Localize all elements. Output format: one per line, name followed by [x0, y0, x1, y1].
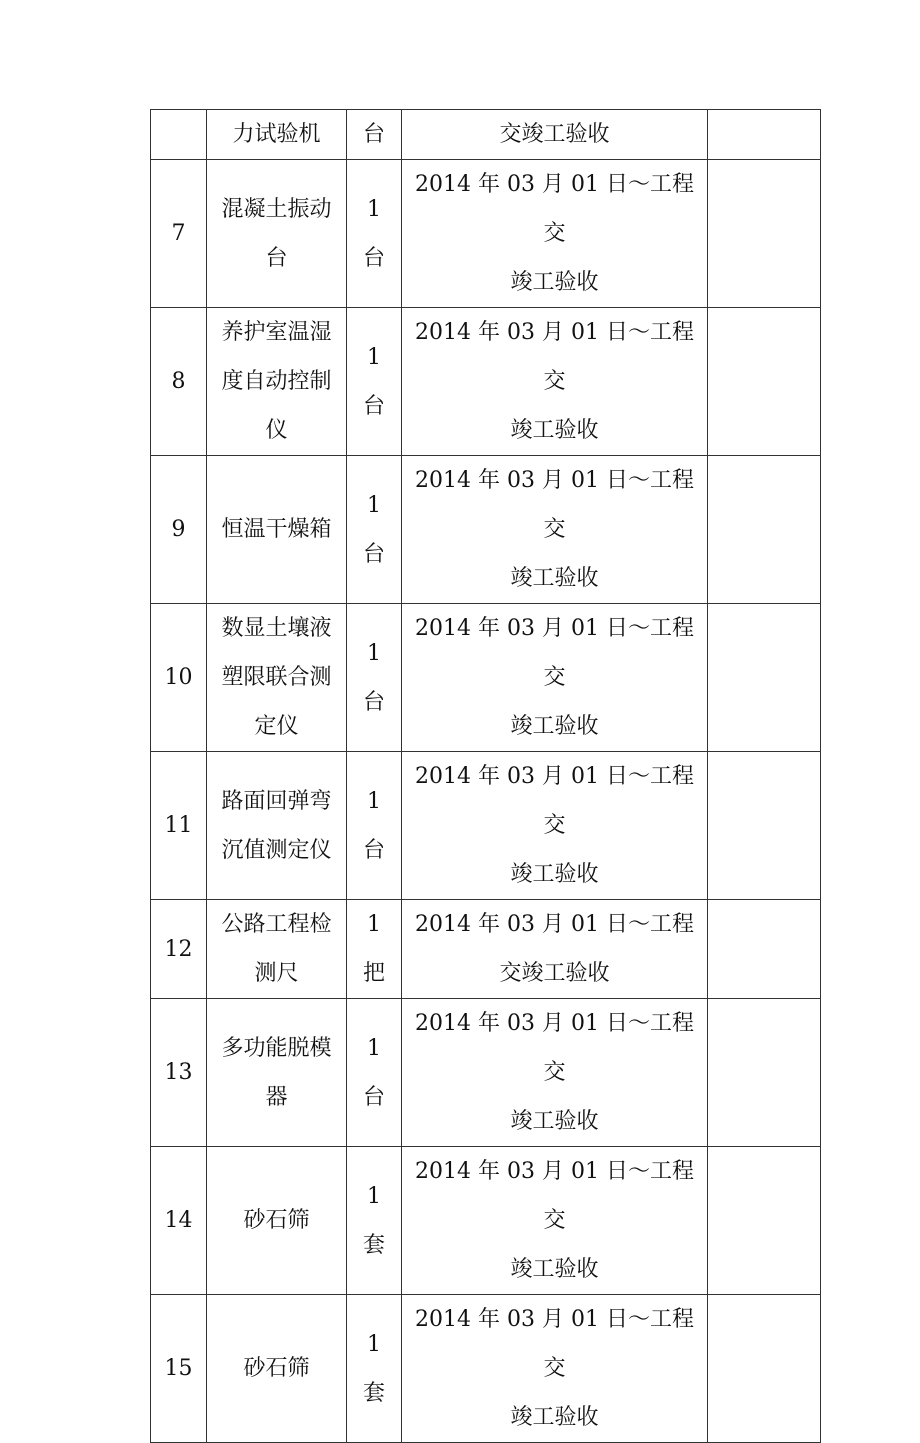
table-row	[151, 900, 821, 999]
name-line: 沉值测定仪	[221, 837, 332, 863]
cell-note	[708, 110, 821, 160]
cell-note	[708, 752, 821, 900]
cell-no: 11	[151, 752, 207, 900]
cell-name	[207, 1295, 347, 1443]
date-line: 竣工验收	[510, 1257, 599, 1282]
name-line: 路面回弹弯	[221, 788, 332, 814]
cell-name	[207, 160, 347, 308]
date-line: 2014 年 03 月 01 日～工程交	[415, 1159, 694, 1233]
name-line: 砂石筛	[243, 1208, 310, 1233]
cell-qty	[347, 308, 402, 456]
cell-qty	[347, 999, 402, 1147]
qty-unit: 台	[362, 245, 385, 271]
cell-no: 14	[151, 1147, 207, 1295]
cell-date	[402, 604, 708, 752]
cell-date	[402, 308, 708, 456]
cell-name	[207, 900, 347, 999]
cell-note	[708, 604, 821, 752]
cell-name	[207, 1147, 347, 1295]
qty-value: 1	[367, 1331, 381, 1357]
cell-date	[402, 160, 708, 308]
name-line: 器	[265, 1084, 288, 1110]
cell-date	[402, 1295, 708, 1443]
qty-value: 1	[367, 912, 381, 937]
qty-unit: 台	[362, 393, 385, 419]
cell-name	[207, 752, 347, 900]
cell-no: 15	[151, 1295, 207, 1443]
cell-no	[151, 110, 207, 160]
name-line: 砂石筛	[243, 1356, 310, 1381]
table-row	[151, 752, 821, 900]
qty-value: 1	[367, 1035, 381, 1061]
table-row	[151, 999, 821, 1147]
cell-no: 13	[151, 999, 207, 1147]
name-line: 塑限联合测	[221, 665, 332, 690]
date-line: 2014 年 03 月 01 日～工程	[415, 912, 694, 937]
cell-name	[207, 456, 347, 604]
date-line: 竣工验收	[510, 418, 599, 443]
date-line: 竣工验收	[510, 714, 599, 739]
table-row	[151, 308, 821, 456]
qty-unit: 把	[362, 961, 385, 986]
date-line: 2014 年 03 月 01 日～工程交	[415, 1307, 694, 1381]
cell-qty	[347, 752, 402, 900]
cell-note	[708, 900, 821, 999]
cell-name: 力试验机	[207, 110, 347, 160]
cell-qty	[347, 1295, 402, 1443]
cell-qty	[347, 900, 402, 999]
qty-unit: 台	[362, 689, 385, 715]
qty-value: 1	[367, 344, 381, 370]
cell-note	[708, 999, 821, 1147]
cell-qty: 台	[347, 110, 402, 160]
date-line: 2014 年 03 月 01 日～工程交	[415, 320, 694, 394]
name-line: 多功能脱模	[221, 1035, 332, 1061]
date-line: 2014 年 03 月 01 日～工程交	[415, 616, 694, 690]
cell-no: 8	[151, 308, 207, 456]
equipment-table	[150, 109, 821, 1443]
cell-date	[402, 456, 708, 604]
cell-qty	[347, 604, 402, 752]
cell-date	[402, 999, 708, 1147]
cell-date	[402, 1147, 708, 1295]
date-line: 2014 年 03 月 01 日～工程交	[415, 468, 694, 542]
name-line: 公路工程检	[221, 912, 332, 937]
table-row	[151, 604, 821, 752]
date-line: 竣工验收	[510, 566, 599, 591]
cell-no: 12	[151, 900, 207, 999]
qty-unit: 台	[362, 837, 385, 863]
date-line: 2014 年 03 月 01 日～工程交	[415, 1011, 694, 1085]
cell-note	[708, 1295, 821, 1443]
cell-note	[708, 456, 821, 604]
table-row	[151, 456, 821, 604]
name-line: 测尺	[254, 961, 299, 986]
name-line: 台	[265, 245, 288, 271]
name-line: 数显土壤液	[221, 616, 332, 641]
cell-name	[207, 999, 347, 1147]
qty-value: 1	[367, 640, 381, 666]
cell-no: 10	[151, 604, 207, 752]
name-line: 定仪	[254, 714, 299, 739]
qty-value: 1	[367, 196, 381, 222]
cell-date	[402, 900, 708, 999]
cell-note	[708, 1147, 821, 1295]
name-line: 混凝土振动	[221, 196, 332, 222]
qty-value: 1	[367, 788, 381, 814]
date-line: 2014 年 03 月 01 日～工程交	[415, 172, 694, 246]
cell-name	[207, 308, 347, 456]
table-row-continuation	[151, 110, 821, 160]
date-line: 竣工验收	[510, 862, 599, 887]
table-row	[151, 1147, 821, 1295]
cell-note	[708, 160, 821, 308]
date-line: 竣工验收	[510, 1109, 599, 1134]
name-line: 度自动控制	[221, 369, 332, 394]
name-line: 恒温干燥箱	[221, 517, 332, 542]
qty-unit: 台	[362, 541, 385, 567]
cell-qty	[347, 1147, 402, 1295]
qty-unit: 台	[362, 1084, 385, 1110]
cell-date: 交竣工验收	[402, 110, 708, 160]
qty-unit: 套	[362, 1232, 385, 1258]
cell-date	[402, 752, 708, 900]
date-line: 2014 年 03 月 01 日～工程交	[415, 764, 694, 838]
date-line: 交竣工验收	[499, 961, 610, 986]
date-line: 竣工验收	[510, 1405, 599, 1430]
name-line: 仪	[265, 418, 288, 443]
name-line: 养护室温湿	[221, 320, 332, 345]
date-line: 竣工验收	[510, 270, 599, 295]
cell-qty	[347, 160, 402, 308]
table-row	[151, 1295, 821, 1443]
table-row	[151, 160, 821, 308]
cell-no: 7	[151, 160, 207, 308]
qty-value: 1	[367, 1183, 381, 1209]
cell-note	[708, 308, 821, 456]
qty-unit: 套	[362, 1380, 385, 1406]
cell-qty	[347, 456, 402, 604]
qty-value: 1	[367, 492, 381, 518]
cell-no: 9	[151, 456, 207, 604]
cell-name	[207, 604, 347, 752]
